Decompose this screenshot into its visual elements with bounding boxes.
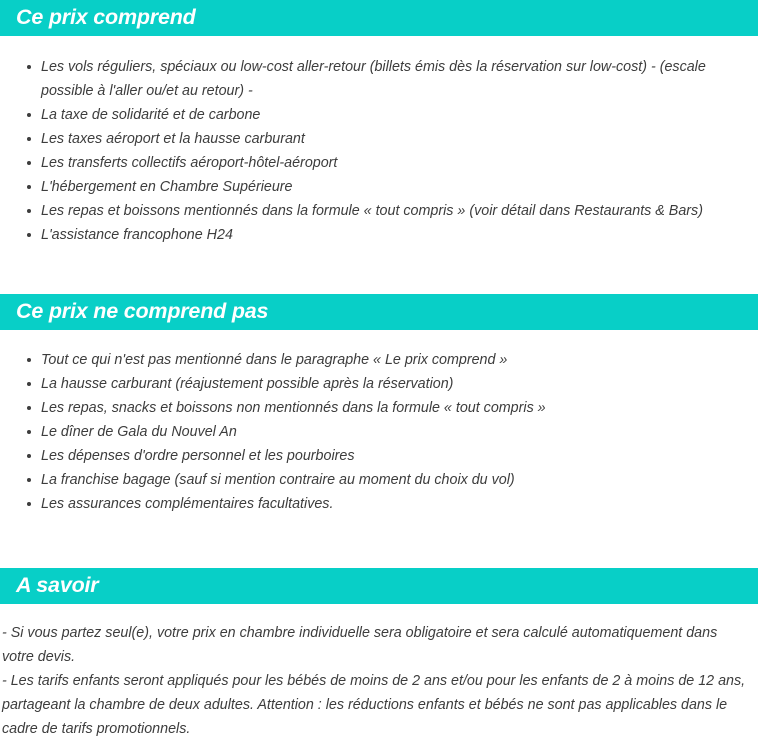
section-header-price-includes (0, 0, 758, 36)
list-item: Les assurances complémentaires facultatives. (0, 492, 758, 516)
price-excludes-list (0, 348, 758, 516)
spacer (0, 36, 758, 55)
list-item: Les repas, snacks et boissons non mentionnés dans la formule « tout compris » (0, 396, 758, 420)
list-item: Les transferts collectifs aéroport-hôtel-aéroport (0, 151, 758, 175)
spacer (0, 330, 758, 348)
section-title: A savoir (16, 573, 99, 598)
note-paragraph: - Si vous partez seul(e), votre prix en chambre individuelle sera obligatoire et sera calculé automatiquement dans votre devis. (2, 625, 718, 665)
list-item: Le dîner de Gala du Nouvel An (0, 420, 758, 444)
list-item: Les taxes aéroport et la hausse carburant (0, 127, 758, 151)
spacer (0, 247, 758, 294)
spacer (0, 604, 758, 621)
list-item: La hausse carburant (réajustement possible après la réservation) (0, 372, 758, 396)
list-item: L'hébergement en Chambre Supérieure (0, 175, 758, 199)
good-to-know-notes (0, 621, 758, 741)
section-header-good-to-know (0, 568, 758, 604)
list-item: Les vols réguliers, spéciaux ou low-cost aller-retour (billets émis dès la réservation sur low-cost) - (escale possible à l'aller ou/et au retour) - (0, 55, 758, 103)
list-item: Tout ce qui n'est pas mentionné dans le paragraphe « Le prix comprend » (0, 348, 758, 372)
note-paragraph: - Les tarifs enfants seront appliqués pour les bébés de moins de 2 ans et/ou pour les enfants de 2 à moins de 12 ans, partageant la chambre de deux adultes. Attention : les réductions enfants et bébés ne sont pas applicables dans le cadre de tarifs promotionnels. (2, 673, 746, 737)
price-includes-list (0, 55, 758, 247)
section-title: Ce prix ne comprend pas (16, 299, 269, 324)
list-item: La taxe de solidarité et de carbone (0, 103, 758, 127)
list-item: L'assistance francophone H24 (0, 223, 758, 247)
list-item: La franchise bagage (sauf si mention contraire au moment du choix du vol) (0, 468, 758, 492)
section-header-price-excludes (0, 294, 758, 330)
list-item: Les dépenses d'ordre personnel et les pourboires (0, 444, 758, 468)
list-item: Les repas et boissons mentionnés dans la formule « tout compris » (voir détail dans Restaurants & Bars) (0, 199, 758, 223)
spacer (0, 516, 758, 568)
section-title: Ce prix comprend (16, 5, 196, 30)
